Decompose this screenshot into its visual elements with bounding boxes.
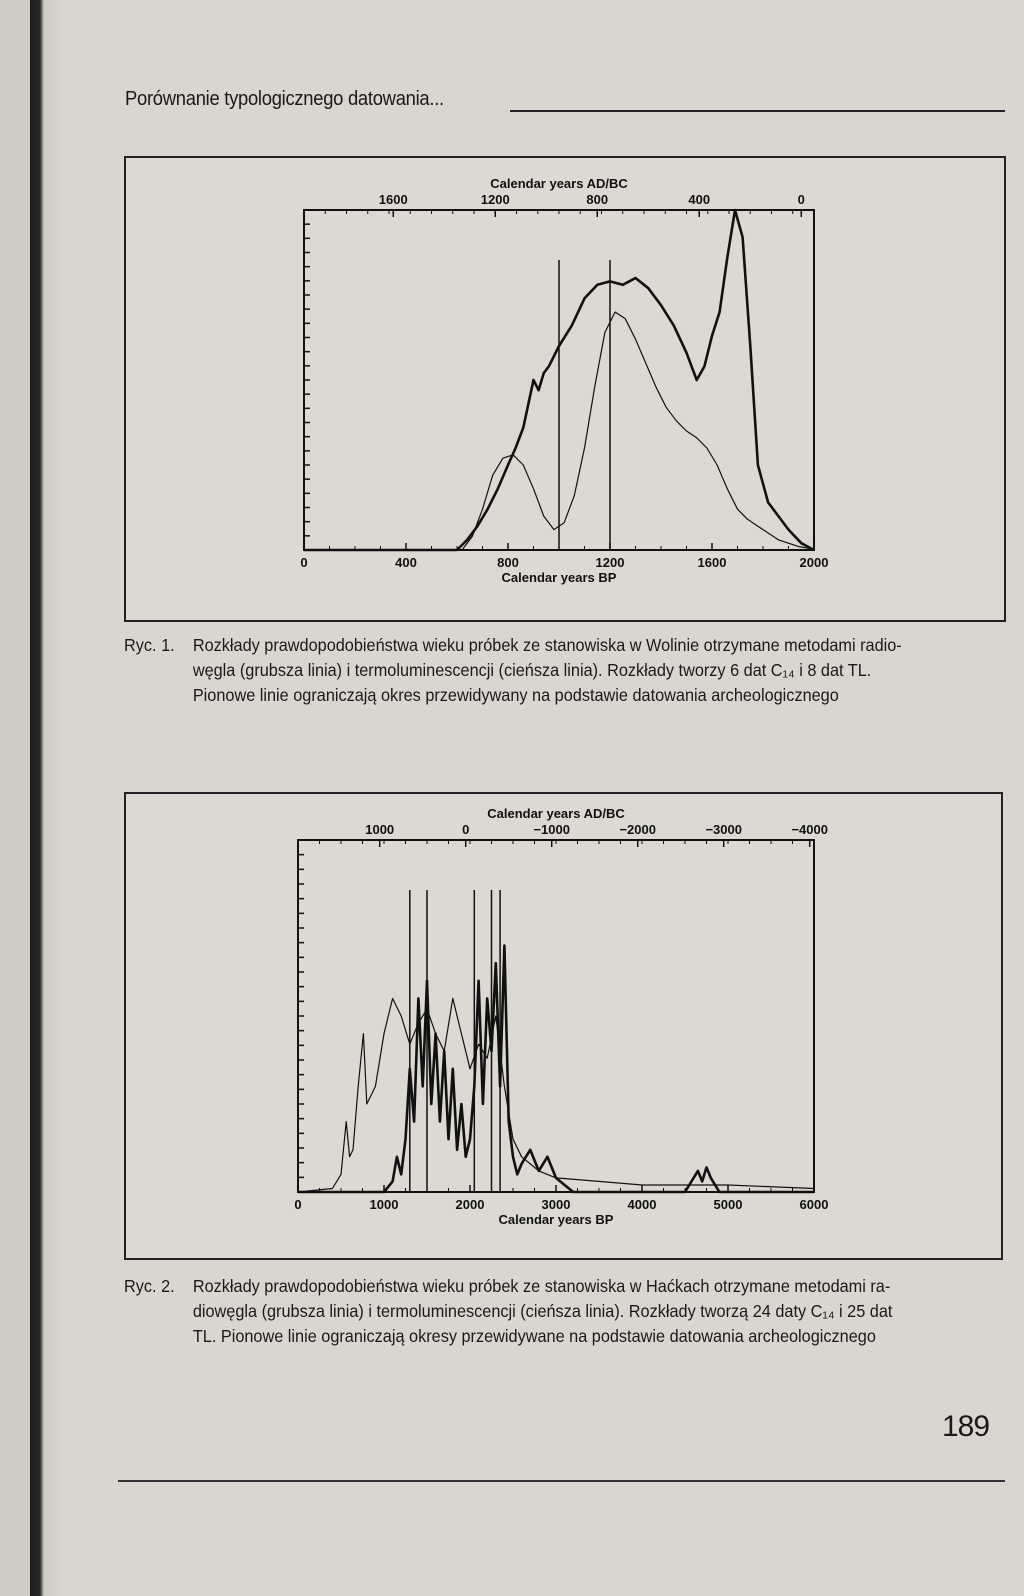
figure-2-frame [124,792,1003,1260]
figure-1-chart [126,158,1004,620]
caption-line: diowęgla (grubsza linia) i termoluminescencji (cieńsza linia). Rozkłady tworzą 24 daty C₁₄ i 25 dat [192,1301,893,1321]
running-head: Porównanie typologicznego datowania... [125,88,444,110]
figure-2-chart [126,794,1001,1258]
x2-axis-title: Calendar years AD/BC [490,176,628,191]
caption-line: Rozkłady prawdopodobieństwa wieku próbek ze stanowiska w Haćkach otrzymane metodami ra- [192,1276,891,1296]
x2-tick-label: −3000 [705,822,742,837]
plot-area [298,840,814,1192]
x-tick-label: 1000 [369,1197,399,1212]
x2-tick-label: 400 [688,192,711,207]
caption-line: Rozkłady prawdopodobieństwa wieku próbek ze stanowiska w Wolinie otrzymane metodami radio- [192,635,902,655]
figure-1-caption-text [193,633,989,708]
x2-tick-label: 0 [797,192,805,207]
x-tick-label: 2000 [799,555,829,570]
x2-tick-label: −2000 [619,822,656,837]
x-tick-label: 1600 [697,555,727,570]
x2-tick-label: 800 [586,192,609,207]
figure-1-frame [124,156,1006,622]
x2-axis-title: Calendar years AD/BC [487,806,625,821]
thermoluminescence-curve [298,998,814,1192]
x-axis-title: Calendar years BP [498,1212,614,1227]
x-tick-label: 0 [294,1197,302,1212]
x-tick-label: 6000 [799,1197,829,1212]
x-tick-label: 4000 [627,1197,657,1212]
x2-tick-label: 1600 [378,192,408,207]
figure-2-caption-text [193,1274,989,1349]
caption-line: węgla (grubsza linia) i termoluminescencji (cieńsza linia). Rozkłady tworzy 6 dat C₁₄ i 8 dat TL. [192,660,872,680]
footer-rule [118,1480,1005,1482]
caption-line: Pionowe linie ograniczają okres przewidywany na podstawie datowania archeologicznego [192,685,839,705]
x-tick-label: 3000 [541,1197,571,1212]
x-tick-label: 5000 [713,1197,743,1212]
radiocarbon-curve [298,946,814,1192]
x2-tick-label: 1200 [480,192,510,207]
page-number: 189 [942,1410,990,1443]
book-spine-shadow [0,0,60,1596]
x-tick-label: 0 [300,555,308,570]
x-tick-label: 1200 [595,555,625,570]
x2-tick-label: −1000 [533,822,570,837]
x2-tick-label: −4000 [791,822,828,837]
figure-2-label: Ryc. 2. [124,1276,175,1296]
x2-tick-label: 0 [462,822,470,837]
x-tick-label: 2000 [455,1197,485,1212]
x-tick-label: 800 [497,555,519,570]
x2-tick-label: 1000 [365,822,395,837]
header-rule [510,110,1005,112]
figure-1-label: Ryc. 1. [124,635,175,655]
x-axis-title: Calendar years BP [501,570,617,585]
x-tick-label: 400 [395,555,417,570]
caption-line: TL. Pionowe linie ograniczają okresy przewidywane na podstawie datowania archeologicznego [192,1326,876,1346]
